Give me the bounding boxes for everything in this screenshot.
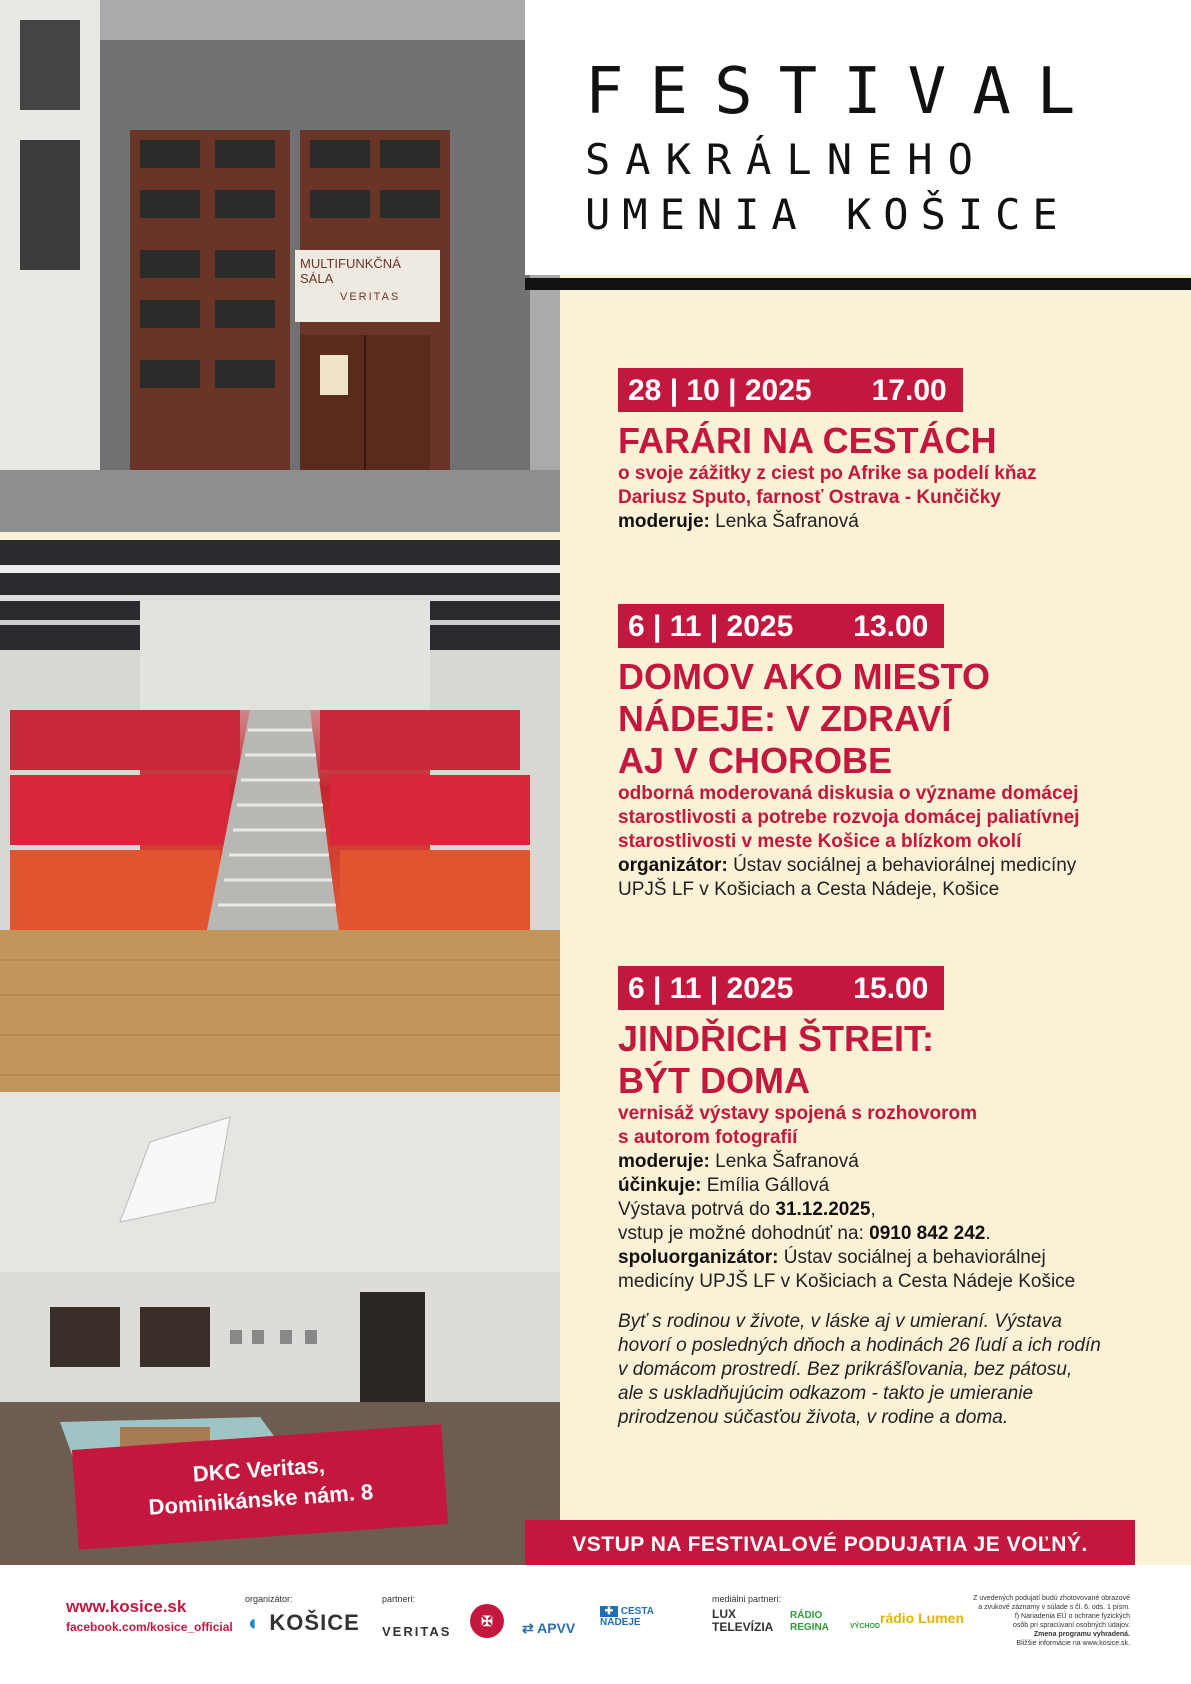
event-3-datebar	[618, 966, 944, 1010]
event-2-title-line: AJ V CHOROBE	[618, 740, 893, 781]
event-3-time: 15.00	[853, 972, 929, 1005]
event-3-moderator-value: Lenka Šafranová	[715, 1151, 859, 1172]
description-line: v domácom prostredí. Bez prikrášľovania, bez pátosu,	[618, 1359, 1073, 1380]
free-entry-banner: VSTUP NA FESTIVALOVÉ PODUJATIA JE VOĽNÝ.	[525, 1520, 1135, 1570]
event-2-subtitle-line: starostlivosti a potrebe rozvoja domácej paliatívnej	[618, 807, 1080, 828]
event-2-organizer	[618, 854, 1178, 878]
event-3-performer	[618, 1174, 1178, 1198]
sign-line3: VERITAS	[340, 291, 401, 303]
radio-lumen-logo: rádio Lumen	[880, 1610, 965, 1626]
event-3-title-line: BÝT DOMA	[618, 1060, 810, 1101]
festival-title-line3: UMENIA KOŠICE	[585, 190, 1070, 239]
legal-notice: Z uvedených podujatí budú zhotovované obrazové a zvukové záznamy v súlade s čl. 6. ods. 1 písm. f) Nariadenia EÚ o ochrane fyzických osôb pri spracúvaní osobných údajov. Zmena programu vyhradená. Bližšie informácie na www.kosice.sk.	[973, 1595, 1130, 1647]
event-1-title: FARÁRI NA CESTÁCH	[618, 420, 997, 461]
building-facade-photo	[0, 0, 560, 532]
event-2-subtitle-line: odborná moderovaná diskusia o význame domácej	[618, 783, 1079, 804]
event-3-coorganizer-value: Ústav sociálnej a behaviorálnej	[783, 1247, 1046, 1268]
event-1-moderator	[618, 510, 1178, 534]
apvv-logo: ⇄ APVV	[522, 1620, 576, 1636]
event-1-moderator-label: moderuje:	[618, 511, 710, 532]
event-3-title-line: JINDŘICH ŠTREIT:	[618, 1018, 935, 1059]
facebook-link[interactable]: facebook.com/kosice_official	[66, 1620, 233, 1634]
auditorium-photo	[0, 540, 560, 1092]
event-3-performer-value: Emília Gállová	[706, 1175, 830, 1196]
cesta-nadeje-logo: ✚ CESTA NÁDEJE	[600, 1606, 654, 1628]
building-facade-drawing	[0, 0, 560, 532]
event-3-moderator	[618, 1150, 1178, 1174]
event-3-description	[618, 1310, 1108, 1430]
event-3-subtitle-line: vernisáž výstavy spojená s rozhovorom	[618, 1103, 978, 1124]
event-3-contact: vstup je možné dohodnúť na: 0910 842 242.	[618, 1223, 991, 1244]
description-line: prirodzenou súčasťou života, v rodine a doma.	[618, 1407, 1009, 1428]
event-1-date: 28 | 10 | 2025	[628, 374, 812, 407]
description-line: Byť s rodinou v živote, v láske aj v umieraní. Výstava	[618, 1311, 1062, 1332]
event-3-phone: 0910 842 242	[869, 1223, 986, 1244]
event-1-time: 17.00	[871, 374, 947, 407]
event-3	[618, 966, 1178, 1294]
event-2-subtitle-line: starostlivosti v meste Košice a blízkom okolí	[618, 831, 1022, 852]
header-rule	[525, 278, 1191, 290]
festival-title-line1: FESTIVAL	[585, 55, 1102, 129]
event-3-exhibition-until: Výstava potrvá do 31.12.2025,	[618, 1199, 876, 1220]
event-3-performer-label: účinkuje:	[618, 1175, 702, 1196]
event-3-moderator-label: moderuje:	[618, 1151, 710, 1172]
event-3-date: 6 | 11 | 2025	[628, 972, 794, 1005]
event-3-coorganizer	[618, 1246, 1178, 1270]
event-1-moderator-value: Lenka Šafranová	[715, 511, 859, 532]
venue-line1: DKC Veritas,	[192, 1452, 326, 1487]
event-3-coorganizer-label: spoluorganizátor:	[618, 1247, 779, 1268]
sign-line1: MULTIFUNKČNÁ	[300, 256, 401, 271]
lux-televizia-logo: LUX TELEVÍZIA	[712, 1607, 774, 1634]
veritas-logo: VERITAS	[382, 1624, 452, 1639]
photo-column	[0, 0, 560, 1565]
description-line: hovorí o posledných dňoch a hodinách 26 ľudí a ich rodín	[618, 1335, 1101, 1356]
event-2-organizer-label: organizátor:	[618, 855, 728, 876]
event-1-subtitle-line: o svoje zážitky z ciest po Afrike sa podelí kňaz	[618, 463, 1037, 484]
event-2-title-line: DOMOV AKO MIESTO	[618, 656, 991, 697]
media-partners-label: mediálni partneri:	[712, 1594, 782, 1604]
auditorium-drawing	[0, 540, 560, 1092]
event-2-title-line: NÁDEJE: V ZDRAVÍ	[618, 698, 952, 739]
event-2	[618, 604, 1178, 902]
event-1	[618, 368, 1178, 534]
kosice-mark-icon: ◐	[248, 1610, 263, 1635]
event-3-coorganizer-cont: medicíny UPJŠ LF v Košiciach a Cesta Nádeje Košice	[618, 1271, 1076, 1292]
sign-line2: SÁLA	[300, 271, 334, 286]
venue-line2: Dominikánske nám. 8	[147, 1479, 374, 1520]
apvv-arrows-icon: ⇄	[522, 1620, 534, 1636]
event-2-datebar	[618, 604, 944, 648]
event-2-organizer-value: Ústav sociálnej a behaviorálnej medicíny	[733, 855, 1077, 876]
event-1-subtitle-line: Dariusz Sputo, farnosť Ostrava - Kunčičky	[618, 487, 1001, 508]
cesta-nadeje-cross-icon: ✚	[600, 1606, 618, 1617]
event-2-time: 13.00	[853, 610, 929, 643]
radio-regina-logo: RÁDIO REGINA	[790, 1610, 829, 1633]
university-seal-icon: ✠	[470, 1604, 504, 1638]
event-1-datebar	[618, 368, 963, 412]
festival-title-line2: SAKRÁLNEHO	[585, 135, 988, 184]
event-2-date: 6 | 11 | 2025	[628, 610, 794, 643]
website-link[interactable]: www.kosice.sk	[66, 1597, 187, 1616]
organizer-label: organizátor:	[245, 1594, 293, 1604]
description-line: ale s uskladňujúcim odkazom - takto je umieranie	[618, 1383, 1034, 1404]
radio-regina-region: VÝCHOD	[850, 1623, 880, 1630]
event-3-subtitle-line: s autorom fotografií	[618, 1127, 798, 1148]
event-2-organizer-cont: UPJŠ LF v Košiciach a Cesta Nádeje, Košice	[618, 879, 1000, 900]
kosice-logo: ◐ KOŠICE	[248, 1610, 360, 1635]
partners-label: partneri:	[382, 1594, 416, 1604]
